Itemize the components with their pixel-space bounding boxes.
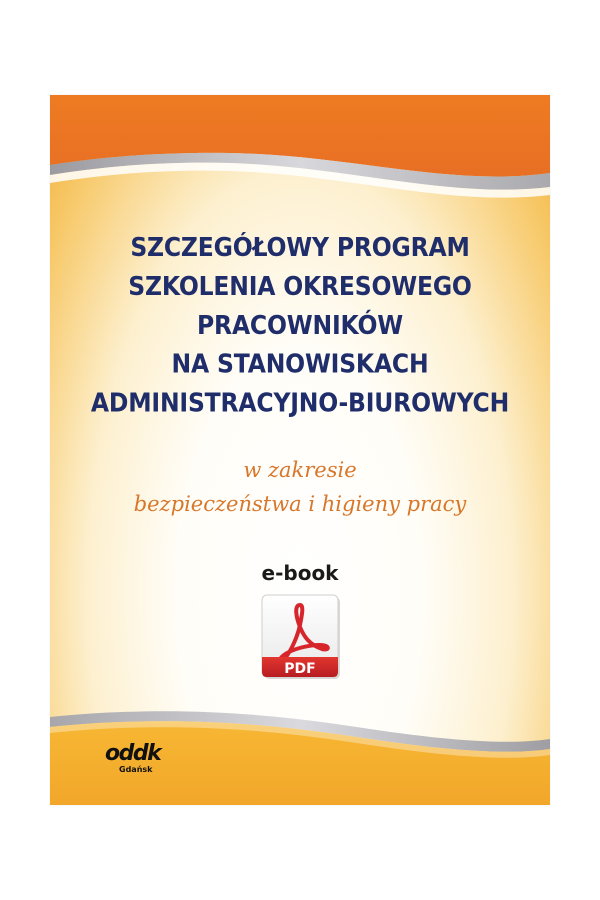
book-cover (50, 95, 550, 805)
title-line: ADMINISTRACYJNO-BIUROWYCH (90, 387, 510, 419)
title-line: SZKOLENIA OKRESOWEGO (128, 271, 472, 302)
title-line: NA STANOWISKACH (171, 348, 429, 380)
book-subtitle (50, 453, 550, 521)
top-orange-band (50, 95, 550, 215)
book-title (50, 228, 550, 422)
publisher-logo (105, 743, 185, 779)
pdf-badge-label: PDF (284, 661, 316, 677)
subtitle-line: bezpieczeństwa i higieny pracy (133, 492, 467, 516)
title-line: SZCZEGÓŁOWY PROGRAM (130, 232, 470, 263)
subtitle-line: w zakresie (243, 458, 357, 482)
pdf-file-icon (260, 593, 344, 683)
title-line: PRACOWNIKÓW (197, 310, 403, 341)
publisher-city: Gdańsk (119, 765, 153, 774)
publisher-logo-mark: oddk (105, 741, 161, 766)
format-label: e-book (261, 561, 339, 585)
